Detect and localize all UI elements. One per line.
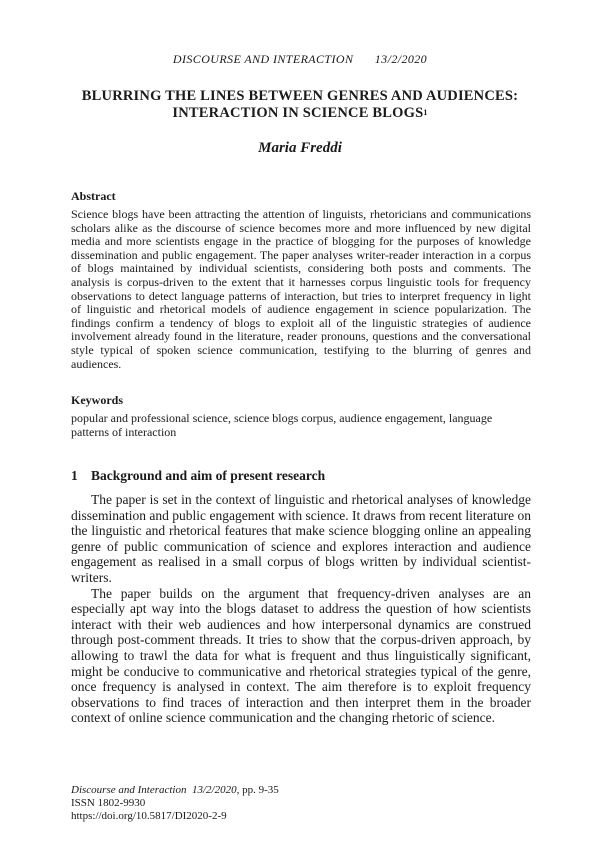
paper-title-line-1: BLURRING THE LINES BETWEEN GENRES AND AUDIENCES:	[81, 88, 519, 104]
title-footnote-mark[interactable]: 1	[423, 108, 428, 117]
page-footer	[71, 784, 531, 823]
abstract-text: Science blogs have been attracting the attention of linguists, rhetoricians and communications scholars alike as the discourse of science becomes more and more influenced by new digital media and more scientists engage in the practice of blogging for the purposes of knowledge dissemination and public engagement. The paper analyses writer-reader interaction in a corpus of blogs maintained by individual scientists, considering both posts and comments. The analysis is corpus-driven to the extent that it harnesses corpus linguistic tools for frequency observations to detect language patterns of interaction, but tries to interpret frequency in light of linguistic and rhetorical models of audience engagement in science popularization. The findings confirm a tendency of blogs to exploit all of the linguistic strategies of audience involvement already found in the literature, reader pronouns, questions and the conversational style typical of spoken science communication, testifying to the blurring of genres and audiences.	[71, 207, 531, 371]
running-head-issue: 13/2/2020	[374, 52, 428, 66]
footer-issue: 13/2/2020	[191, 784, 237, 796]
footer-doi-link[interactable]: https://doi.org/10.5817/DI2020-2-9	[71, 810, 227, 822]
section-body	[71, 492, 531, 726]
section-title: Background and aim of present research	[91, 468, 326, 483]
paper-title-line-2-text: INTERACTION IN SCIENCE BLOGS	[172, 105, 424, 121]
author-name: Maria Freddi	[258, 140, 342, 156]
keywords-text: popular and professional science, science blogs corpus, audience engagement, language patterns of interaction	[71, 411, 493, 439]
body-paragraph-1: The paper is set in the context of linguistic and rhetorical analyses of knowledge dissemination and public engagement with science. It draws from recent literature on the linguistic and rhetorical features that make science blogging online an appealing genre of public communication of science and explores interaction and audience engagement as realised in a small corpus of blogs written by individual scientist-writers.	[71, 492, 531, 585]
body-paragraph-2: The paper builds on the argument that frequency-driven analyses are an especially apt way into the blogs dataset to address the question of how scientists interact with their web audiences and how interpersonal dynamics are construed through post-comment threads. It tries to show that the corpus-driven approach, by allowing to trawl the data for what is frequent and thus linguistically significant, might be conducive to communicative and rhetorical strategies typical of the genre, once frequency is analysed in context. The aim therefore is to exploit frequency observations to find traces of interaction and then interpret them in the broader context of online science communication and the changing rhetoric of science.	[71, 585, 531, 726]
footer-citation	[71, 784, 531, 797]
section-heading	[71, 468, 531, 484]
footer-journal-name: Discourse and Interaction	[71, 784, 187, 796]
paper-title-line-2	[0, 105, 600, 122]
running-head-journal: DISCOURSE AND INTERACTION	[172, 52, 354, 66]
footer-journal	[71, 784, 237, 796]
section-number: 1	[71, 468, 78, 483]
footer-issn: ISSN 1802-9930	[71, 797, 146, 809]
paper-title	[0, 88, 600, 122]
keywords-heading: Keywords	[71, 393, 123, 407]
footer-pages: , pp. 9-35	[236, 784, 279, 796]
running-head	[0, 52, 600, 67]
abstract-heading: Abstract	[71, 189, 116, 203]
